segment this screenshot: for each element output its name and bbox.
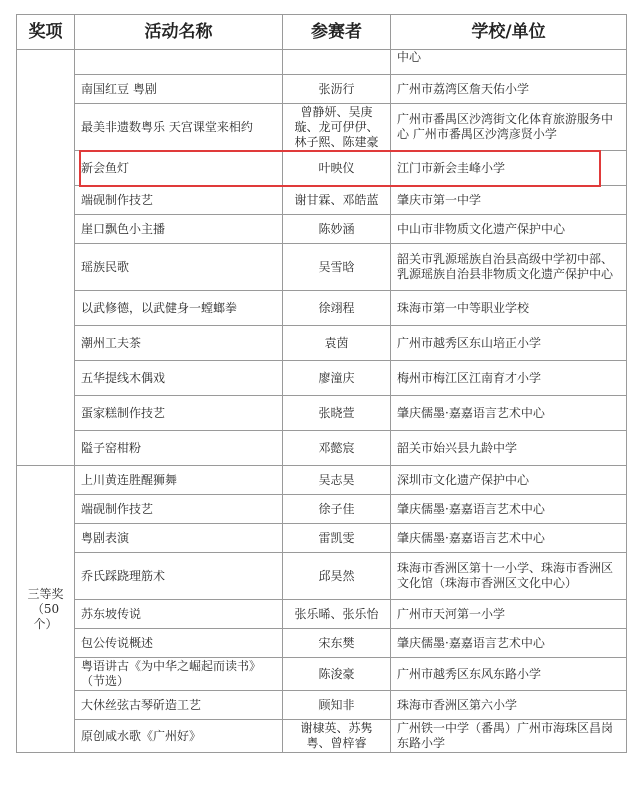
table-row [17,720,627,753]
table-row [17,361,627,396]
activity-cell: 新会鱼灯 [75,151,283,186]
activity-cell: 最美非遗数粤乐 天宫课堂来相约 [75,104,283,151]
table-row [17,326,627,361]
table-row [17,600,627,629]
table-row [17,524,627,553]
activity-cell: 大休丝弦古琴斫造工艺 [75,691,283,720]
activity-cell: 瑶族民歌 [75,244,283,291]
participant-cell: 叶映仪 [283,151,391,186]
table-row [17,691,627,720]
school-cell: 珠海市第一中等职业学校 [391,291,627,326]
school-cell: 深圳市文化遗产保护中心 [391,466,627,495]
school-cell: 肇庆市第一中学 [391,186,627,215]
participant-cell: 陈妙涵 [283,215,391,244]
school-cell: 广州市番禺区沙湾街文化体育旅游服务中心 广州市番禺区沙湾彦贤小学 [391,104,627,151]
school-cell: 江门市新会圭峰小学 [391,151,627,186]
table-row [17,291,627,326]
school-cell: 韶关市乳源瑶族自治县高级中学初中部、乳源瑶族自治县非物质文化遗产保护中心 [391,244,627,291]
activity-cell: 蛋家糕制作技艺 [75,396,283,431]
participant-cell: 雷凯雯 [283,524,391,553]
participant-cell: 张晓萱 [283,396,391,431]
table-row [17,244,627,291]
participant-cell: 邱昊然 [283,553,391,600]
award-count: （50个） [31,601,60,631]
table-header-row [17,15,627,50]
header-activity: 活动名称 [75,15,283,50]
participant-cell: 邓懿宸 [283,431,391,466]
school-cell: 珠海市香洲区第十一小学、珠海市香洲区文化馆（珠海市香洲区文化中心） [391,553,627,600]
award-cell-second [17,50,75,466]
table-row [17,104,627,151]
school-cell: 珠海市香洲区第六小学 [391,691,627,720]
activity-cell [75,50,283,75]
activity-cell: 乔氏踩跷理筋术 [75,553,283,600]
table-row [17,658,627,691]
header-award: 奖项 [17,15,75,50]
participant-cell: 张沥行 [283,75,391,104]
participant-cell: 徐翊程 [283,291,391,326]
school-cell: 梅州市梅江区江南育才小学 [391,361,627,396]
participant-cell: 吴雪晗 [283,244,391,291]
participant-cell: 谢棣英、苏隽粤、曾梓睿 [283,720,391,753]
participant-cell: 廖潼庆 [283,361,391,396]
activity-cell: 粤剧表演 [75,524,283,553]
school-cell: 广州市天河第一小学 [391,600,627,629]
participant-cell: 陈浚豪 [283,658,391,691]
school-cell: 广州市越秀区东风东路小学 [391,658,627,691]
participant-cell: 谢甘霖、邓皓蓝 [283,186,391,215]
participant-cell: 顾知非 [283,691,391,720]
table-row-highlighted [17,151,627,186]
school-cell: 广州市越秀区东山培正小学 [391,326,627,361]
participant-cell [283,50,391,75]
header-participant: 参赛者 [283,15,391,50]
activity-cell: 端砚制作技艺 [75,186,283,215]
school-cell: 中心 [391,50,627,75]
table-row [17,50,627,75]
school-cell: 肇庆儒墨·嘉嘉语言艺术中心 [391,629,627,658]
awards-table [16,14,627,753]
activity-cell: 端砚制作技艺 [75,495,283,524]
activity-cell: 隘子窑柑粉 [75,431,283,466]
activity-cell: 上川黄连胜醒狮舞 [75,466,283,495]
table-row [17,186,627,215]
activity-cell: 潮州工夫茶 [75,326,283,361]
table-row [17,431,627,466]
table-row [17,629,627,658]
participant-cell: 袁茵 [283,326,391,361]
table-row [17,75,627,104]
table-row [17,215,627,244]
activity-cell: 南国红豆 粤剧 [75,75,283,104]
school-cell: 广州市荔湾区詹天佑小学 [391,75,627,104]
participant-cell: 张乐晞、张乐怡 [283,600,391,629]
table-row [17,495,627,524]
participant-cell: 徐子佳 [283,495,391,524]
participant-cell: 宋东樊 [283,629,391,658]
school-cell: 广州铁一中学（番禺）广州市海珠区昌岗东路小学 [391,720,627,753]
table-row [17,466,627,495]
table-row [17,396,627,431]
school-cell: 肇庆儒墨·嘉嘉语言艺术中心 [391,495,627,524]
award-label: 三等奖 [27,586,64,601]
header-school: 学校/单位 [391,15,627,50]
activity-cell: 包公传说概述 [75,629,283,658]
participant-cell: 曾静妍、吴庚璇、龙可伊伊、林子熙、陈建豪 [283,104,391,151]
school-cell: 肇庆儒墨·嘉嘉语言艺术中心 [391,524,627,553]
activity-cell: 苏东坡传说 [75,600,283,629]
award-cell-third [17,466,75,753]
activity-cell: 原创咸水歌《广州好》 [75,720,283,753]
activity-cell: 五华提线木偶戏 [75,361,283,396]
school-cell: 中山市非物质文化遗产保护中心 [391,215,627,244]
participant-cell: 吴志昊 [283,466,391,495]
school-cell: 肇庆儒墨·嘉嘉语言艺术中心 [391,396,627,431]
activity-cell: 以武修德，以武健身一螳螂拳 [75,291,283,326]
activity-cell: 崖口飘色小主播 [75,215,283,244]
school-cell: 韶关市始兴县九龄中学 [391,431,627,466]
table-row [17,553,627,600]
activity-cell: 粤语讲古《为中华之崛起而读书》（节选） [75,658,283,691]
